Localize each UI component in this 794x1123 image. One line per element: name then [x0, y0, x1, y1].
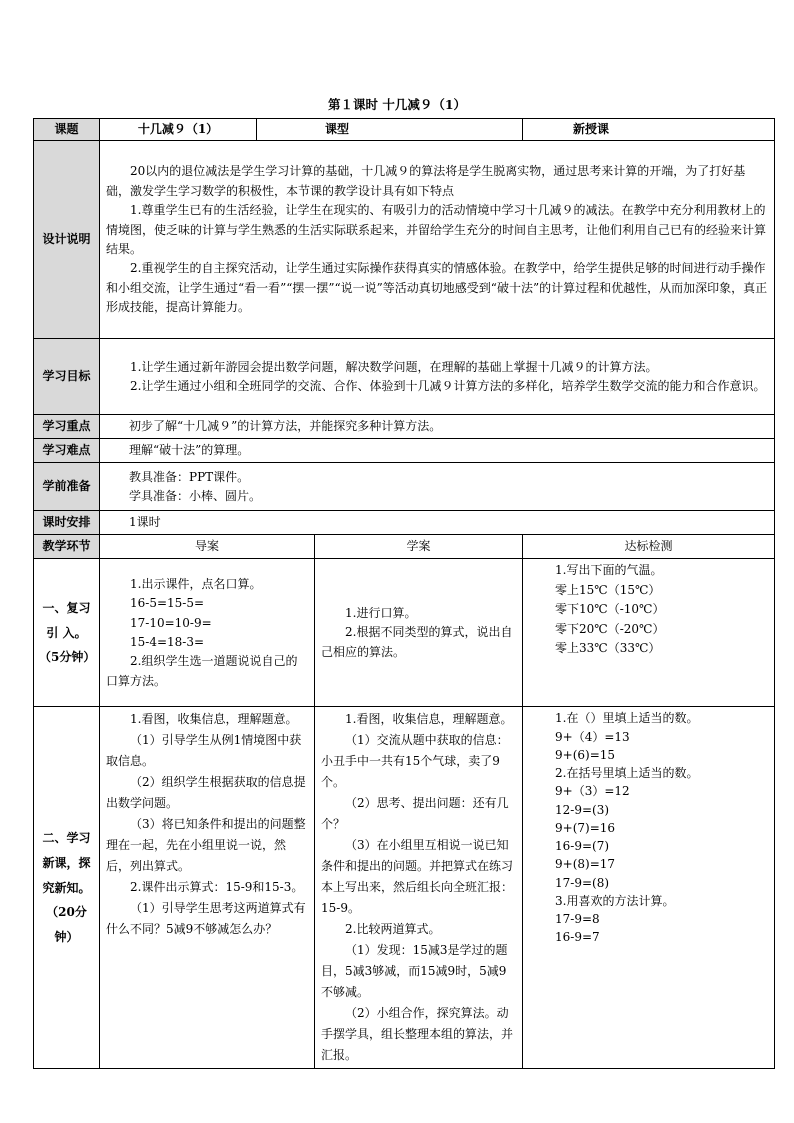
schedule-row: [34, 511, 775, 535]
label-prep: 学前准备: [34, 463, 100, 511]
label-design: 设计说明: [34, 141, 100, 339]
check-line: 16-9=(7): [555, 839, 610, 854]
study-line: 2.根据不同类型的算式，说出自己相应的算法。: [321, 625, 513, 659]
check-line: 2.在括号里填上适当的数。: [555, 766, 699, 781]
guide-line: 17-10=10-9=: [130, 615, 212, 630]
goals-content: [100, 339, 775, 415]
step2-check: [523, 707, 775, 1069]
study-line: （2）小组合作，探究算法。动手摆学具，组长整理本组的算法，并汇报。: [321, 1006, 514, 1063]
step2-study: [315, 707, 523, 1069]
check-line: 17-9=8: [555, 912, 600, 927]
step2-stage-line: 二、学习: [42, 831, 91, 846]
col-stage: 教学环节: [34, 535, 100, 559]
prep-student: 学具准备：小棒、圆片。: [129, 488, 262, 503]
design-row: [34, 141, 775, 339]
step2-stage-line: 究新知。: [42, 880, 91, 895]
study-line: （2）思考、提出问题：还有几个？: [321, 796, 509, 832]
difficulty-row: [34, 439, 775, 463]
design-paragraph: 20以内的退位减法是学生学习计算的基础，十几减９的算法将是学生脱离实物，通过思考来计算的开端，为了打好基础，激发学生学习数学的积极性，本节课的教学设计具有如下特点: [106, 164, 746, 198]
label-type: 课型: [257, 119, 523, 141]
key-row: [34, 415, 775, 439]
guide-line: 1.看图，收集信息，理解题意。: [130, 712, 298, 727]
step1-stage-line: 一、复习: [42, 601, 91, 616]
goal-paragraph: 1.让学生通过新年游园会提出数学问题，解决数学问题，在理解的基础上掌握十几减９的计算方法。: [130, 359, 658, 374]
check-line: 9+(6)=15: [555, 747, 616, 762]
header-row: [34, 119, 775, 141]
step2-guide: [100, 707, 315, 1069]
guide-line: 15-4=18-3=: [130, 634, 205, 649]
check-line: 9+（3）=12: [555, 784, 630, 799]
check-line: 零上33℃（33℃）: [555, 641, 661, 656]
topic-value: 十几减９（1）: [100, 119, 257, 141]
difficulty-text: 理解“破十法”的算理。: [129, 443, 250, 458]
type-value: 新授课: [523, 119, 775, 141]
page-title: 第１课时 十几减９（1）: [327, 97, 467, 112]
guide-line: （3）将已知条件和提出的问题整理在一起，先在小组里说一说，然后，列出算式。: [106, 817, 306, 874]
guide-line: 1.出示课件，点名口算。: [130, 576, 262, 591]
step1-study: [315, 559, 523, 707]
study-line: 1.进行口算。: [345, 605, 417, 620]
check-line: 16-9=7: [555, 930, 600, 945]
check-line: 3.用喜欢的方法计算。: [555, 893, 675, 908]
key-text: 初步了解“十几减９”的计算方法，并能探究多种计算方法。: [129, 419, 442, 434]
guide-line: （1）引导学生思考这两道算式有什么不同？5减9不够减怎么办？: [106, 901, 306, 937]
check-line: 1.写出下面的气温。: [555, 563, 663, 578]
lesson-plan-table: [33, 118, 775, 1069]
step1-stage-line: （5分钟）: [39, 650, 96, 665]
schedule-text: 1课时: [129, 515, 161, 530]
check-line: 零下10℃（-10℃）: [555, 602, 665, 617]
col-guide: 导案: [100, 535, 315, 559]
guide-line: 16-5=15-5=: [130, 596, 205, 611]
prep-row: [34, 463, 775, 511]
step2-stage-line: （20分钟）: [46, 905, 87, 944]
label-goals: 学习目标: [34, 339, 100, 415]
study-line: 2.比较两道算式。: [345, 922, 441, 937]
check-line: 零下20℃（-20℃）: [555, 621, 665, 636]
design-content: [100, 141, 775, 339]
guide-line: （2）组织学生根据获取的信息提出数学问题。: [106, 775, 306, 811]
check-line: 1.在（）里填上适当的数。: [555, 711, 699, 726]
step1-row: [34, 559, 775, 707]
label-difficulty: 学习难点: [34, 439, 100, 463]
step1-stage: [34, 559, 100, 707]
study-line: （1）交流从题中获取的信息：小丑手中一共有15个气球，卖了9个。: [321, 733, 509, 790]
prep-teacher: 教具准备：PPT课件。: [129, 469, 250, 484]
label-schedule: 课时安排: [34, 511, 100, 535]
design-paragraph: 1.尊重学生已有的生活经验，让学生在现实的、有吸引力的活动情境中学习十几减９的减法。在教学中充分利用教材上的情境图，使乏味的计算与学生熟悉的生活实际联系起来，并留给学生充分的时间自主思考，让他们利用自己已有的经验来计算结果。: [106, 203, 767, 256]
guide-line: 2.课件出示算式：15-9和15-3。: [130, 880, 304, 895]
step1-stage-line: 引 入。: [46, 625, 87, 640]
design-paragraph: 2.重视学生的自主探究活动，让学生通过实际操作获得真实的情感体验。在教学中，给学生提供足够的时间进行动手操作和小组交流，让学生通过“看一看”“摆一摆”“说一说”等活动真切地感受到“破十法”的计算过程和优越性，从而加深印象，真正形成技能，提高计算能力。: [106, 261, 768, 315]
check-line: 9+(8)=17: [555, 857, 616, 872]
col-check: 达标检测: [523, 535, 775, 559]
goal-paragraph: 2.让学生通过小组和全班同学的交流、合作、体验到十几减９计算方法的多样化，培养学生数学交流的能力和合作意识。: [130, 378, 766, 393]
difficulty-cell: [100, 439, 775, 463]
goals-row: [34, 339, 775, 415]
check-line: 9+（4）=13: [555, 729, 630, 744]
col-study: 学案: [315, 535, 523, 559]
step2-row: [34, 707, 775, 1069]
key-cell: [100, 415, 775, 439]
step1-check: [523, 559, 775, 707]
column-header-row: [34, 535, 775, 559]
prep-content: [100, 463, 775, 511]
study-line: （1）发现：15减3是学过的题目，5减3够减，而15减9时，5减9不够减。: [321, 943, 508, 1000]
guide-line: （1）引导学生从例1情境图中获取信息。: [106, 733, 302, 769]
study-line: （3）在小组里互相说一说已知条件和提出的问题。并把算式在练习本上写出来，然后组长向全班汇报：15-9。: [321, 838, 514, 916]
check-line: 9+(7)=16: [555, 820, 616, 835]
guide-line: 2.组织学生选一道题说说自己的口算方法。: [106, 654, 298, 688]
step1-guide: [100, 559, 315, 707]
check-line: 17-9=(8): [555, 875, 610, 890]
study-line: 1.看图，收集信息，理解题意。: [345, 712, 513, 727]
check-line: 零上15℃（15℃）: [555, 582, 661, 597]
schedule-cell: [100, 511, 775, 535]
label-key: 学习重点: [34, 415, 100, 439]
step2-stage: [34, 707, 100, 1069]
label-topic: 课题: [34, 119, 100, 141]
check-line: 12-9=(3): [555, 802, 610, 817]
step2-stage-line: 新课，探: [42, 856, 91, 871]
